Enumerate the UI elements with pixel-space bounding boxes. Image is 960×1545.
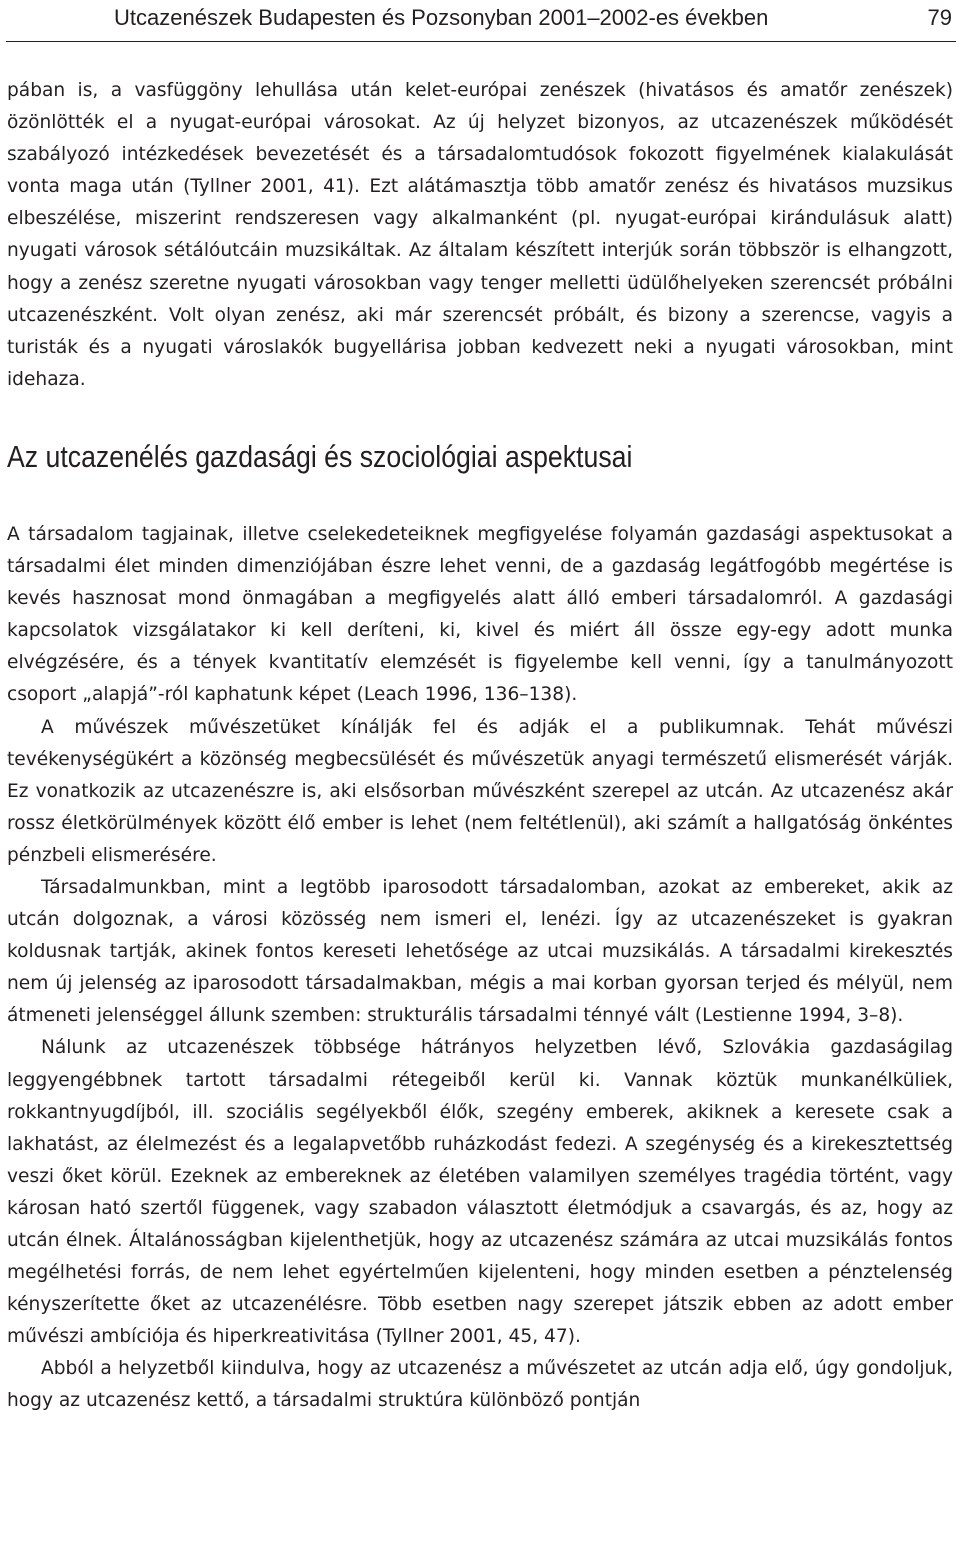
paragraph: Abból a helyzetből kiindulva, hogy az utcazenész a művészetet az utcán adja elő, úgy gondoljuk, hogy az utcazenész kettő, a társadalmi struktúra különböző pontján [7,1358,953,1412]
paragraph: A művészek művészetüket kínálják fel és adják el a publikumnak. Tehát művészi tevékenységükért a közönség megbecsülését és művészetük anyagi természetű elismerését várják. Ez vonatkozik az utcazenészre is, aki elsősorban művészként szerepel az utcán. Az utcazenész akár rossz életkörülmények között élő ember is lehet (nem feltétlenül), aki számít a hallgatóság önkéntes pénzbeli elismerésére. [7,716,953,866]
article-body [7,75,953,1418]
header-divider [6,41,956,42]
paragraph: A társadalom tagjainak, illetve cselekedeteiknek megfigyelése folyamán gazdasági aspektusokat a társadalmi élet minden dimenziójában észre lehet venni, de a gazdaság legátfogóbb megértése is kevés hasznosat mond önmagában a megfigyelés alatt álló emberi társadalomról. A gazdasági kapcsolatok vizsgálatakor ki kell deríteni, ki, kivel és miért áll össze egy-egy adott munka elvégzésére, és a tények kvantitatív elemzését is figyelembe kell venni, így a tanulmányozott csoport „alapjá”-ról kaphatunk képet (Leach 1996, 136–138). [7,523,953,706]
page-header [0,0,960,42]
paragraph-continuation: pában is, a vasfüggöny lehullása után kelet-európai zenészek (hivatásos és amatőr zenészek) özönlötték el a nyugat-európai városokat. Az új helyzet bizonyos, az utcazenészek működését szabályozó intézkedések bevezetését és a társadalomtudósok fokozott figyelmének kialakulását vonta maga után (Tyllner 2001, 41). Ezt alátámasztja több amatőr zenész és hivatásos muzsikus elbeszélése, miszerint rendszeresen vagy alkalmanként (pl. nyugat-európai kirándulásuk alatt) nyugati városok sétálóutcáin muzsikáltak. Az általam készített interjúk során többször is elhangzott, hogy a zenész szeretne nyugati városokban vagy tenger melletti üdülőhelyeken szerencsét próbálni utcazenészként. Volt olyan zenész, aki már szerencsét próbált, és bizony a szerencse, vagyis a turisták és a nyugati városlakók bugyellárisa jobban kedvezett neki a nyugati városokban, mint idehaza. [7,80,953,390]
section-heading: Az utcazenélés gazdasági és szociológiai aspektusai [7,438,633,474]
paragraph: Nálunk az utcazenészek többsége hátrányos helyzetben lévő, Szlovákia gazdaságilag leggyengébbnek tartott társadalmi rétegeiből kerül ki. Vannak köztük munkanélküliek, rokkantnyugdíjból, ill. szociális segélyekből élők, szegény emberek, akiknek a keresete csak a lakhatást, az élelmezést és a legalapvetőbb ruházkodást fedezi. A szegénység és a kirekesztettség veszi őket körül. Ezeknek az embereknek az életében valamilyen személyes tragédia történt, vagy károsan ható szertől függenek, vagy szabadon választott életmódjuk a csavargás, és az, hogy az utcán élnek. Általánosságban kijelenthetjük, hogy az utcazenész számára az utcai muzsikálás fontos megélhetési forrás, de nem lehet egyértelműen kijelenteni, hogy minden esetben a pénztelenség kényszerítette őket az utcazenélésre. Több esetben nagy szerepet játszik ebben az adott ember művészi ambíciója és hiperkreativitása (Tyllner 2001, 45, 47). [7,1037,953,1348]
paragraph: Társadalmunkban, mint a legtöbb iparosodott társadalomban, azokat az embereket, akik az utcán dolgoznak, a városi közösség nem ismeri el, lenézi. Így az utcazenészeket is gyakran koldusnak tartják, akinek fontos kereseti lehetősége az utcai muzsikálás. A társadalmi kirekesztés nem új jelenség az iparosodott társadalmakban, mégis a mai korban gyorsan terjed és mélyül, nem átmeneti jelenséggel állunk szemben: strukturális társadalmi ténnyé vált (Lestienne 1994, 3–8). [7,876,953,1027]
running-title: Utcazenészek Budapesten és Pozsonyban 2001–2002-es években [114,5,769,30]
page-number: 79 [927,5,952,30]
section-heading-wrapper [7,437,953,477]
